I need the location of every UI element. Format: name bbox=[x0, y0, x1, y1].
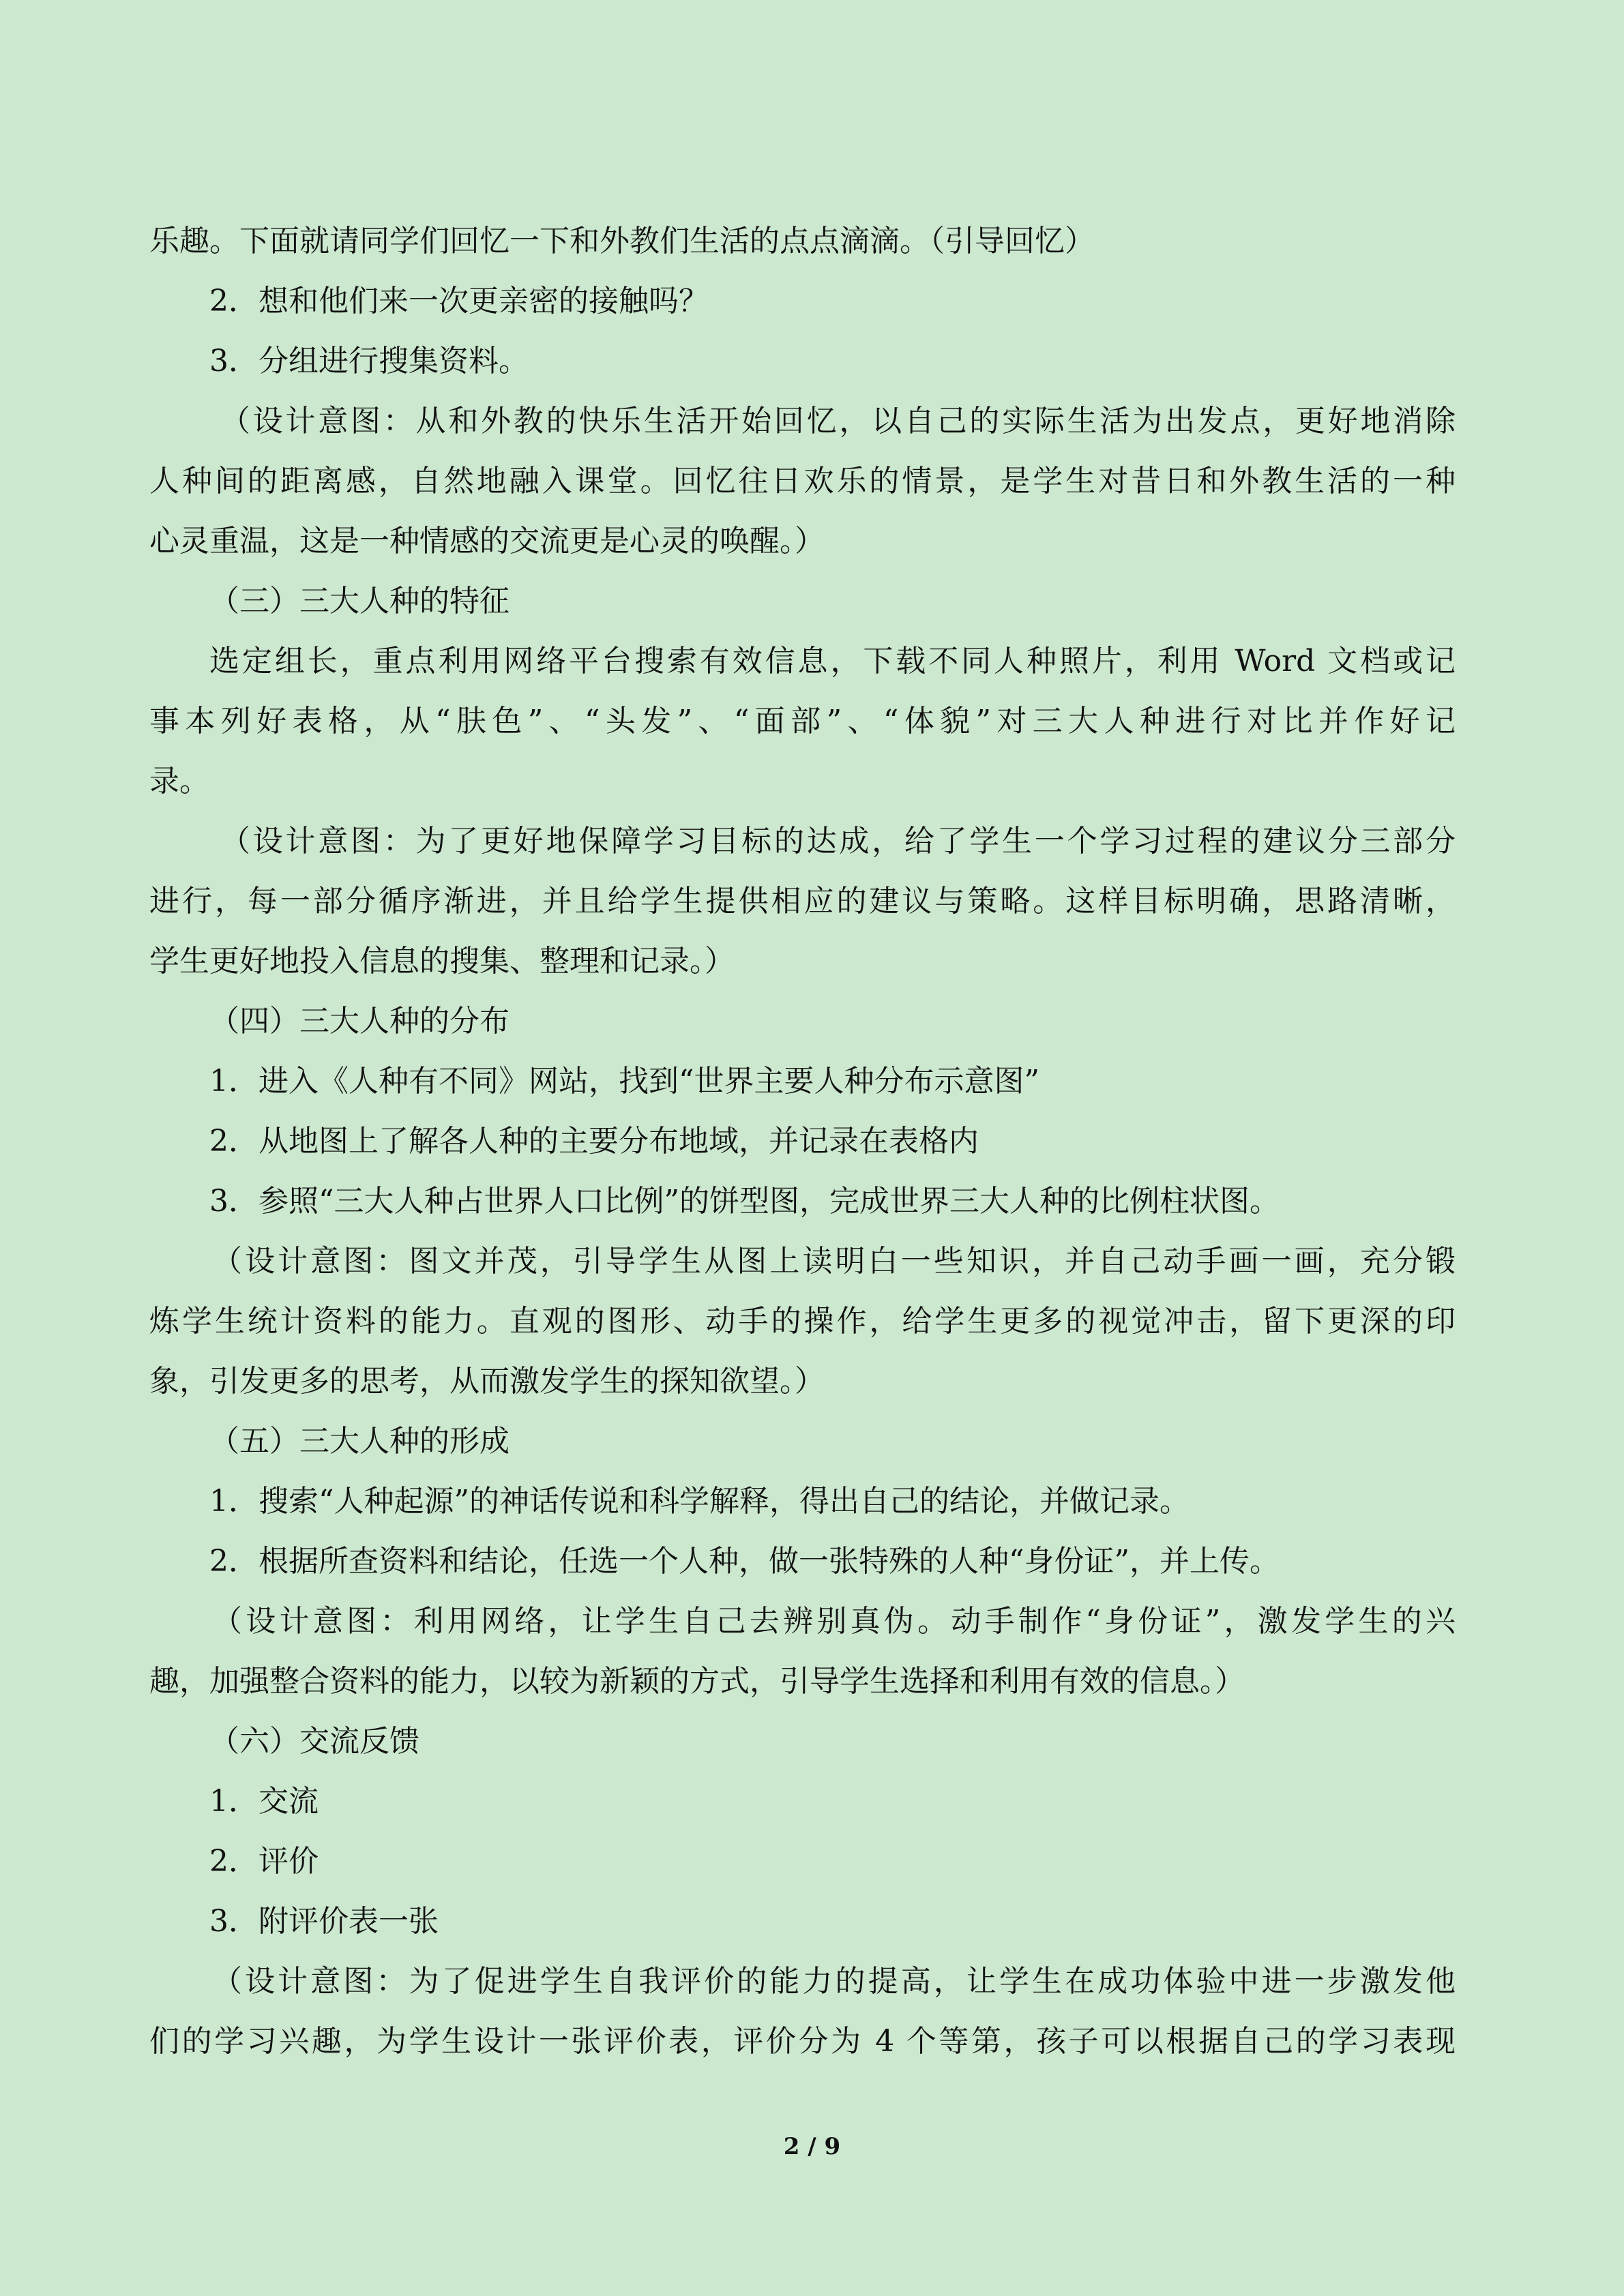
list-item: 3．分组进行搜集资料。 bbox=[209, 344, 529, 378]
list-item: 2．根据所查资料和结论，任选一个人种，做一张特殊的人种“身份证”，并上传。 bbox=[209, 1544, 1280, 1579]
design-intent-line: 学生更好地投入信息的搜集、整理和记录。） bbox=[149, 944, 735, 979]
list-item: 1．搜索“人种起源”的神话传说和科学解释，得出自己的结论，并做记录。 bbox=[209, 1484, 1190, 1519]
list-item: 3．参照“三大人种占世界人口比例”的饼型图，完成世界三大人种的比例柱状图。 bbox=[209, 1184, 1280, 1219]
section-heading: （五）三大人种的形成 bbox=[209, 1424, 510, 1459]
design-intent-line: 炼学生统计资料的能力。直观的图形、动手的操作，给学生更多的视觉冲击，留下更深的印 bbox=[149, 1304, 1456, 1339]
section-heading: （四）三大人种的分布 bbox=[209, 1004, 510, 1039]
paragraph-line: 录。 bbox=[149, 764, 209, 799]
paragraph-line: 事本列好表格，从“肤色”、“头发”、“面部”、“体貌”对三大人种进行对比并作好记 bbox=[149, 704, 1456, 739]
list-item: 2．评价 bbox=[209, 1844, 319, 1879]
design-intent-line: （设计意图：为了促进学生自我评价的能力的提高，让学生在成功体验中进一步激发他 bbox=[212, 1964, 1456, 1999]
design-intent-line: （设计意图：从和外教的快乐生活开始回忆，以自己的实际生活为出发点，更好地消除 bbox=[220, 404, 1456, 438]
design-intent-line: （设计意图：为了更好地保障学习目标的达成，给了学生一个学习过程的建议分三部分 bbox=[220, 824, 1456, 859]
list-item: 3．附评价表一张 bbox=[209, 1904, 439, 1939]
design-intent-line: （设计意图：利用网络，让学生自己去辨别真伪。动手制作“身份证”，激发学生的兴 bbox=[212, 1604, 1456, 1639]
design-intent-line: 心灵重温，这是一种情感的交流更是心灵的唤醒。） bbox=[149, 524, 825, 558]
design-intent-line: 趣，加强整合资料的能力，以较为新颖的方式，引导学生选择和利用有效的信息。） bbox=[149, 1664, 1245, 1699]
design-intent-line: 人种间的距离感，自然地融入课堂。回忆往日欢乐的情景，是学生对昔日和外教生活的一种 bbox=[149, 464, 1456, 498]
document-body bbox=[149, 211, 1456, 2072]
list-item: 2．想和他们来一次更亲密的接触吗？ bbox=[209, 284, 709, 318]
list-item: 1．进入《人种有不同》网站，找到“世界主要人种分布示意图” bbox=[209, 1064, 1039, 1099]
design-intent-line: 们的学习兴趣，为学生设计一张评价表，评价分为 4 个等第，孩子可以根据自己的学习表现 bbox=[149, 2024, 1456, 2059]
paragraph-line: 选定组长，重点利用网络平台搜索有效信息，下载不同人种照片，利用 Word 文档或记 bbox=[209, 644, 1456, 679]
design-intent-line: （设计意图：图文并茂，引导学生从图上读明白一些知识，并自己动手画一画，充分锻 bbox=[212, 1244, 1456, 1279]
section-heading: （六）交流反馈 bbox=[209, 1724, 419, 1759]
list-item: 2．从地图上了解各人种的主要分布地域，并记录在表格内 bbox=[209, 1124, 979, 1159]
section-heading: （三）三大人种的特征 bbox=[209, 584, 510, 618]
page-number: 2 / 9 bbox=[783, 2133, 841, 2160]
paragraph-line: 乐趣。下面就请同学们回忆一下和外教们生活的点点滴滴。（引导回忆） bbox=[149, 224, 1095, 258]
design-intent-line: 进行，每一部分循序渐进，并且给学生提供相应的建议与策略。这样目标明确，思路清晰， bbox=[149, 884, 1456, 919]
list-item: 1．交流 bbox=[209, 1784, 319, 1819]
design-intent-line: 象，引发更多的思考，从而激发学生的探知欲望。） bbox=[149, 1364, 825, 1399]
